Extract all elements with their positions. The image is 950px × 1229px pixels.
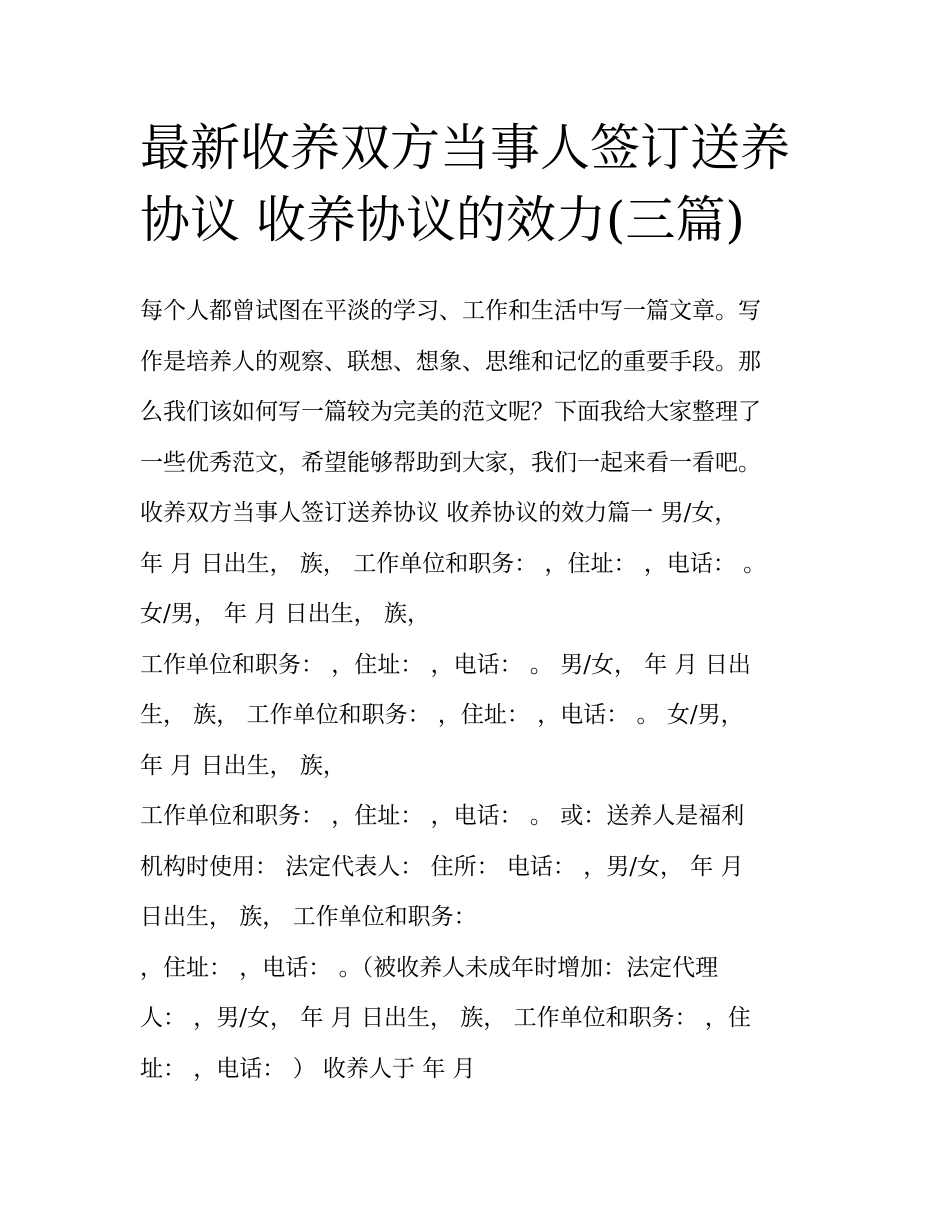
body-line: 一些优秀范文，希望能够帮助到大家，我们一起来看一看吧。: [140, 449, 761, 476]
body-line: 工作单位和职务： ，住址： ，电话： 。 男/女， 年 月 日出: [140, 651, 751, 678]
document-body: [140, 286, 820, 1094]
body-line: 年 月 日出生， 族， 工作单位和职务： ，住址： ，电话： 。: [140, 550, 767, 577]
body-line: 生， 族， 工作单位和职务： ，住址： ，电话： 。 女/男，: [140, 702, 744, 728]
title-line: 最新收养双方当事人签订送养: [140, 119, 790, 177]
document-page: [140, 112, 820, 1094]
body-line: 人： ，男/女， 年 月 日出生， 族， 工作单位和职务： ，住: [140, 1005, 751, 1031]
body-line: 女/男， 年 月 日出生， 族，: [140, 601, 430, 627]
title-line: 协议 收养协议的效力(三篇): [140, 191, 745, 249]
body-line: 年 月 日出生， 族，: [140, 752, 346, 779]
body-line: ，住址： ，电话： 。（被收养人未成年时增加：法定代理: [140, 954, 719, 981]
document-title: [140, 112, 820, 256]
body-line: 么我们该如何写一篇较为完美的范文呢？下面我给大家整理了: [140, 399, 761, 425]
body-line: 址： ，电话： ） 收养人于 年 月: [140, 1055, 476, 1082]
body-line: 工作单位和职务： ，住址： ，电话： 。 或：送养人是福利: [140, 803, 745, 829]
body-line: 作是培养人的观察、联想、想象、思维和记忆的重要手段。那: [140, 348, 761, 375]
body-line: 每个人都曾试图在平淡的学习、工作和生活中写一篇文章。写: [140, 298, 761, 324]
body-line: 日出生， 族， 工作单位和职务：: [140, 904, 477, 930]
body-line: 机构时使用： 法定代表人： 住所： 电话： ，男/女， 年 月: [140, 853, 744, 880]
body-line: 收养双方当事人签订送养协议 收养协议的效力篇一 男/女，: [140, 500, 738, 526]
